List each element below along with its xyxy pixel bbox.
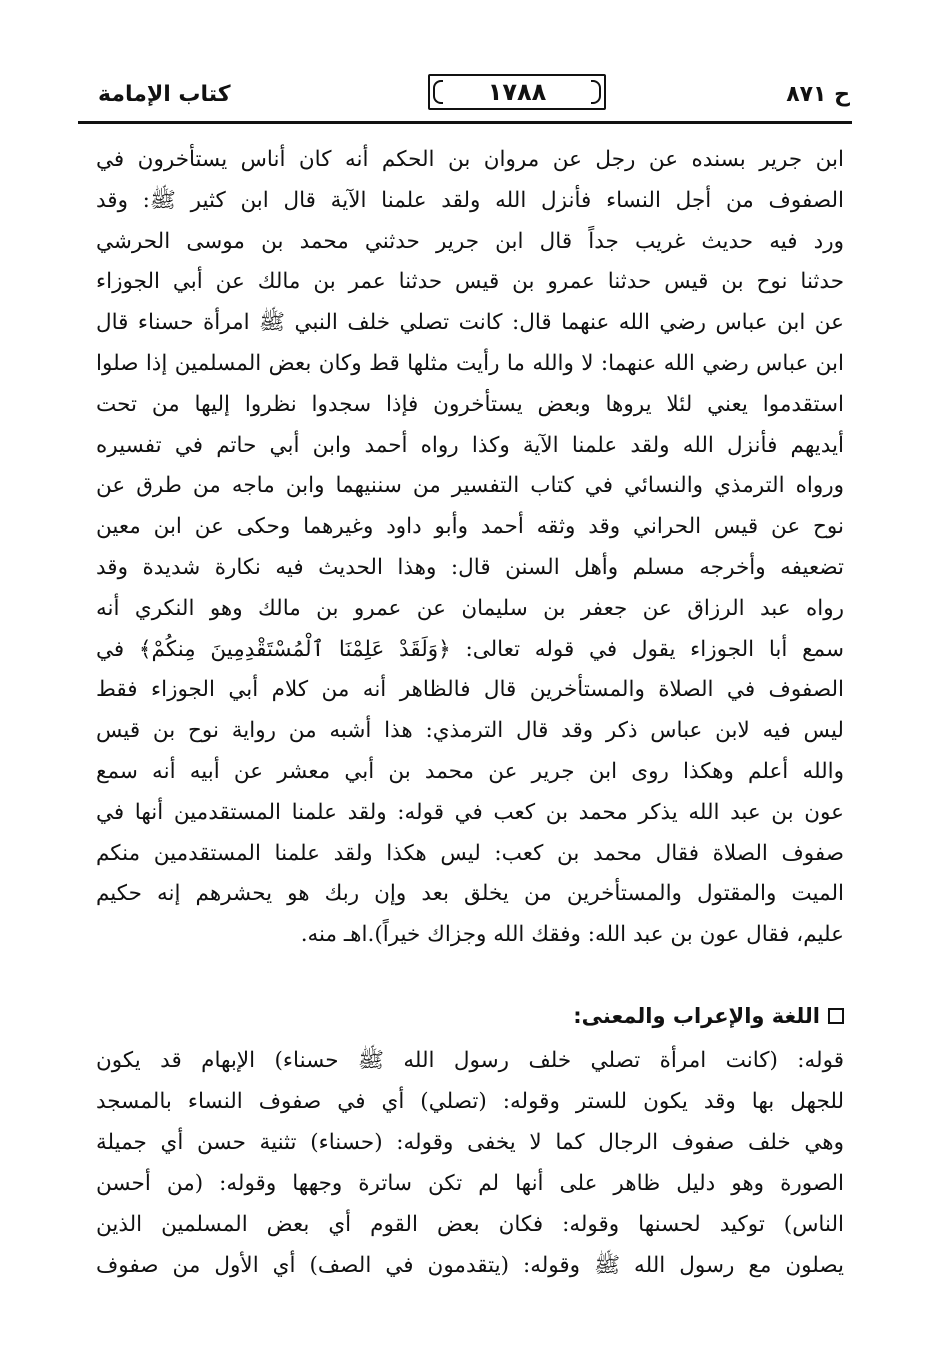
text-line: للجهل بها وقد يكون للستر وقوله: (تصلي) أي في صفوف النساء بالمسجد	[96, 1089, 844, 1114]
text-line: رواه عبد الرزاق عن جعفر بن سليمان عن عمرو بن مالك وهو النكري أنه	[96, 595, 844, 621]
text-line: الصفوف من أجل النساء فأنزل الله ولقد علمنا الآية قال ابن كثير ﷺ: وقد	[96, 187, 844, 213]
text-line: ورواه الترمذي والنسائي في كتاب التفسير من سننيهما وابن ماجه من طرق عن	[96, 473, 844, 499]
text-line: عليم، فقال عون بن عبد الله: وفقك الله وجزاك خيراً).اهـ منه.	[300, 922, 844, 948]
text-line: الصفوف في الصلاة والمستأخرين قال فالظاهر أنه من كلام أبي الجوزاء فقط	[96, 677, 844, 703]
text-line: أيديهم فأنزل الله ولقد علمنا الآية وكذا رواه أحمد وابن أبي حاتم في تفسيره	[96, 432, 844, 458]
text-line: ورد فيه حديث غريب جداً قال ابن جرير حدثني محمد بن موسى الحرشي	[96, 228, 844, 254]
square-bullet-icon	[828, 1008, 844, 1024]
text-line: نوح عن قيس الحراني وقد وثقه أحمد وأبو داود وغيرهما وحكى عن ابن معين	[96, 514, 844, 540]
text-line: صفوف الصلاة فقال محمد بن كعب: ليس هكذا ولقد علمنا المستقدمين منكم	[96, 840, 844, 866]
page-number: ١٧٨٨	[487, 78, 547, 106]
chapter-title: كتاب الإمامة	[98, 82, 231, 107]
text-line: ابن عباس رضي الله عنهما: لا والله ما رأيت مثلها قط وكان بعض المسلمين إذا صلوا	[96, 350, 844, 376]
text-line: حدثنا نوح بن قيس حدثنا عمرو بن قيس حدثنا عمر بن مالك عن أبي الجوزاء	[96, 269, 844, 295]
text-line: ليس فيه لابن عباس ذكر وقد قال الترمذي: هذا أشبه من رواية نوح بن قيس	[96, 718, 844, 744]
section-heading	[573, 1004, 844, 1028]
text-line: الميت والمقتول والمستأخرين من يخلق بعد وإن ربك هو يحشرهم إنه حكيم	[96, 881, 844, 907]
text-line: استقدموا يعني لئلا يروها وبعض يستأخرون فإذا سجدوا نظروا إليها من تحت	[96, 391, 844, 417]
text-line: ابن جرير بسنده عن رجل عن مروان بن الحكم أنه كان أناس يستأخرون في	[96, 147, 844, 172]
header-rule	[78, 121, 852, 124]
text-line: وهي خلف صفوف الرجال كما لا يخفى وقوله: (حسناء) تثنية حسن أي جميلة	[96, 1130, 844, 1155]
page-header	[78, 72, 852, 120]
text-line: قوله: (كانت امرأة تصلي خلف رسول الله ﷺ حسناء) الإبهام قد يكون	[96, 1048, 844, 1073]
text-line: والله أعلم وهكذا روى ابن جرير عن محمد بن أبي معشر عن أبيه أنه سمع	[96, 758, 844, 784]
text-line: عون بن عبد الله يذكر محمد بن كعب في قوله: ولقد علمنا المستقدمين أنها في	[96, 799, 844, 825]
text-line: الناس) توكيد لحسنها وقوله: فكان بعض القوم أي بعض المسلمين الذين	[96, 1212, 844, 1237]
page-number-cartouche	[428, 74, 606, 110]
text-line: يصلون مع رسول الله ﷺ وقوله: (يتقدمون في الصف) أي الأول من صفوف	[96, 1253, 844, 1278]
footnote-paragraph	[96, 140, 844, 956]
commentary-paragraph	[96, 1040, 844, 1286]
text-line: الصورة وهو دليل ظاهر على أنها لم تكن ساترة وجهها وقوله: (من أحسن	[96, 1171, 844, 1196]
text-line: سمع أبا الجوزاء يقول في قوله تعالى: ﴿وَلَقَدْ عَلِمْنَا ٱلْمُسْتَقْدِمِينَ مِنكُمْ﴾ في	[96, 636, 844, 662]
section-heading-label: اللغة والإعراب والمعنى:	[573, 1004, 820, 1028]
hadith-number: ح ٨٧١	[786, 82, 850, 107]
text-line: تضعيفه وأخرجه مسلم وأهل السنن قال: وهذا الحديث فيه نكارة شديدة وقد	[96, 554, 844, 580]
text-line: عن ابن عباس رضي الله عنهما قال: كانت تصلي خلف النبي ﷺ امرأة حسناء قال	[96, 310, 844, 336]
